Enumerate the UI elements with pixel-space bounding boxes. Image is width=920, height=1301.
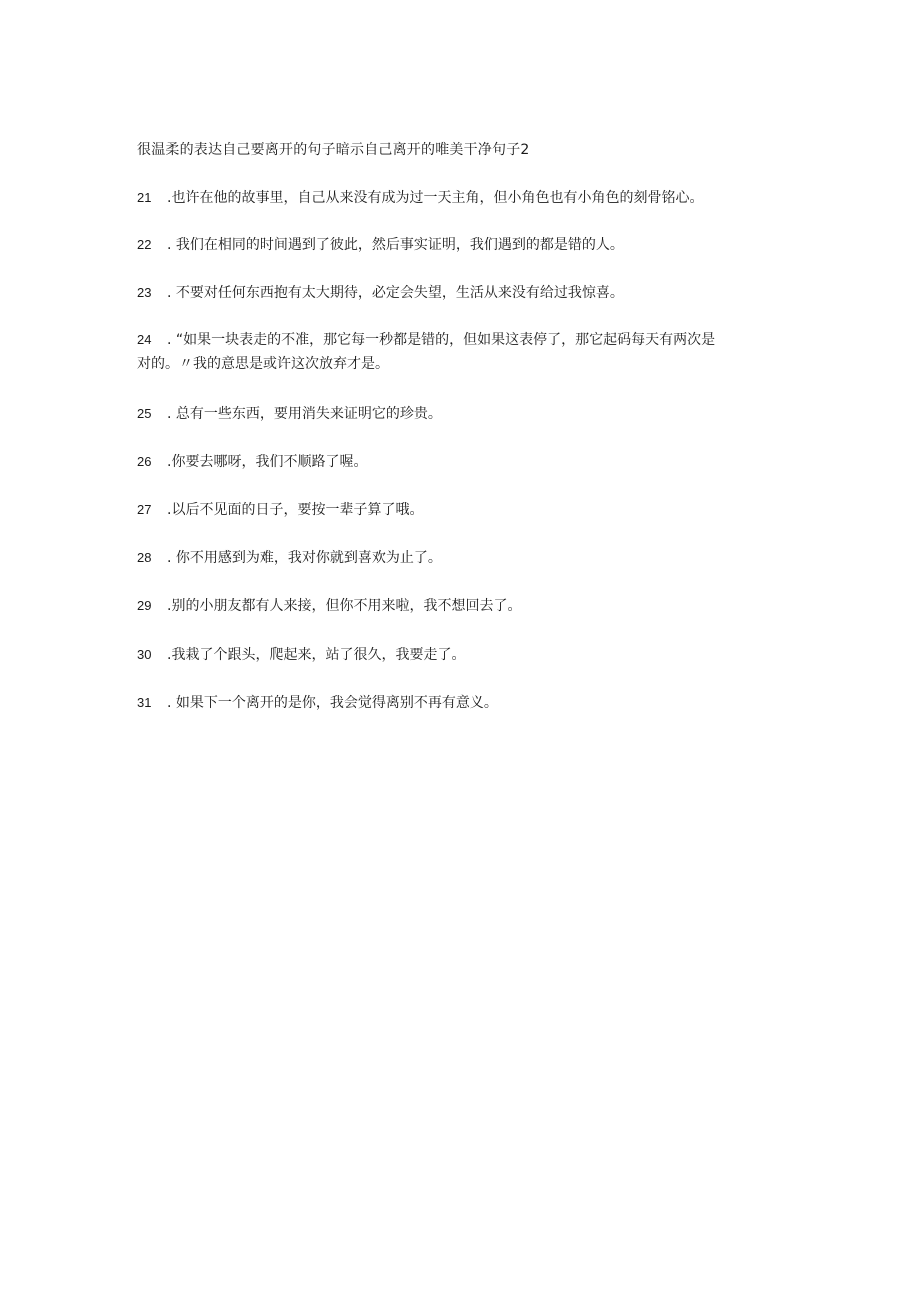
item-number: 28 — [137, 550, 152, 565]
item-number: 22 — [137, 237, 152, 252]
item-number: 30 — [137, 647, 152, 662]
item-number: 21 — [137, 190, 152, 205]
item-text: . 不要对任何东西抱有太大期待，必定会失望，生活从来没有给过我惊喜。 — [167, 285, 624, 301]
item-text: . “如果一块表走的不准，那它每一秒都是错的，但如果这表停了，那它起码每天有两次是 — [167, 332, 716, 348]
item-text-continuation: 对的。〃我的意思是或许这次放弃才是。 — [137, 356, 389, 372]
item-number: 26 — [137, 454, 152, 469]
document-title: 很温柔的表达自己要离开的句子暗示自己离开的唯美干净句子2 — [137, 142, 530, 158]
list-item — [137, 450, 787, 474]
list-item — [137, 402, 787, 426]
item-number: 29 — [137, 598, 152, 613]
item-number: 27 — [137, 502, 152, 517]
item-text: . 我们在相同的时间遇到了彼此，然后事实证明，我们遇到的都是错的人。 — [167, 237, 624, 253]
list-item — [137, 498, 787, 522]
item-text: .也许在他的故事里，自己从来没有成为过一天主角，但小角色也有小角色的刻骨铭心。 — [167, 190, 704, 206]
item-text: . 你不用感到为难，我对你就到喜欢为止了。 — [167, 550, 442, 566]
item-number: 24 — [137, 332, 152, 347]
item-number: 23 — [137, 285, 152, 300]
list-item — [137, 643, 787, 667]
item-text: .别的小朋友都有人来接，但你不用来啦，我不想回去了。 — [167, 598, 522, 614]
item-text: . 如果下一个离开的是你，我会觉得离别不再有意义。 — [167, 695, 498, 711]
list-item — [137, 691, 787, 715]
item-text: . 总有一些东西，要用消失来证明它的珍贵。 — [167, 406, 442, 422]
list-item — [137, 594, 787, 618]
item-text: .我栽了个跟头，爬起来，站了很久，我要走了。 — [167, 647, 466, 663]
item-number: 25 — [137, 406, 152, 421]
list-item — [137, 328, 787, 376]
list-item — [137, 186, 787, 210]
list-item — [137, 233, 787, 257]
list-item — [137, 546, 787, 570]
item-text: .你要去哪呀，我们不顺路了喔。 — [167, 454, 368, 470]
list-item — [137, 281, 787, 305]
item-text: .以后不见面的日子，要按一辈子算了哦。 — [167, 502, 424, 518]
item-number: 31 — [137, 695, 152, 710]
